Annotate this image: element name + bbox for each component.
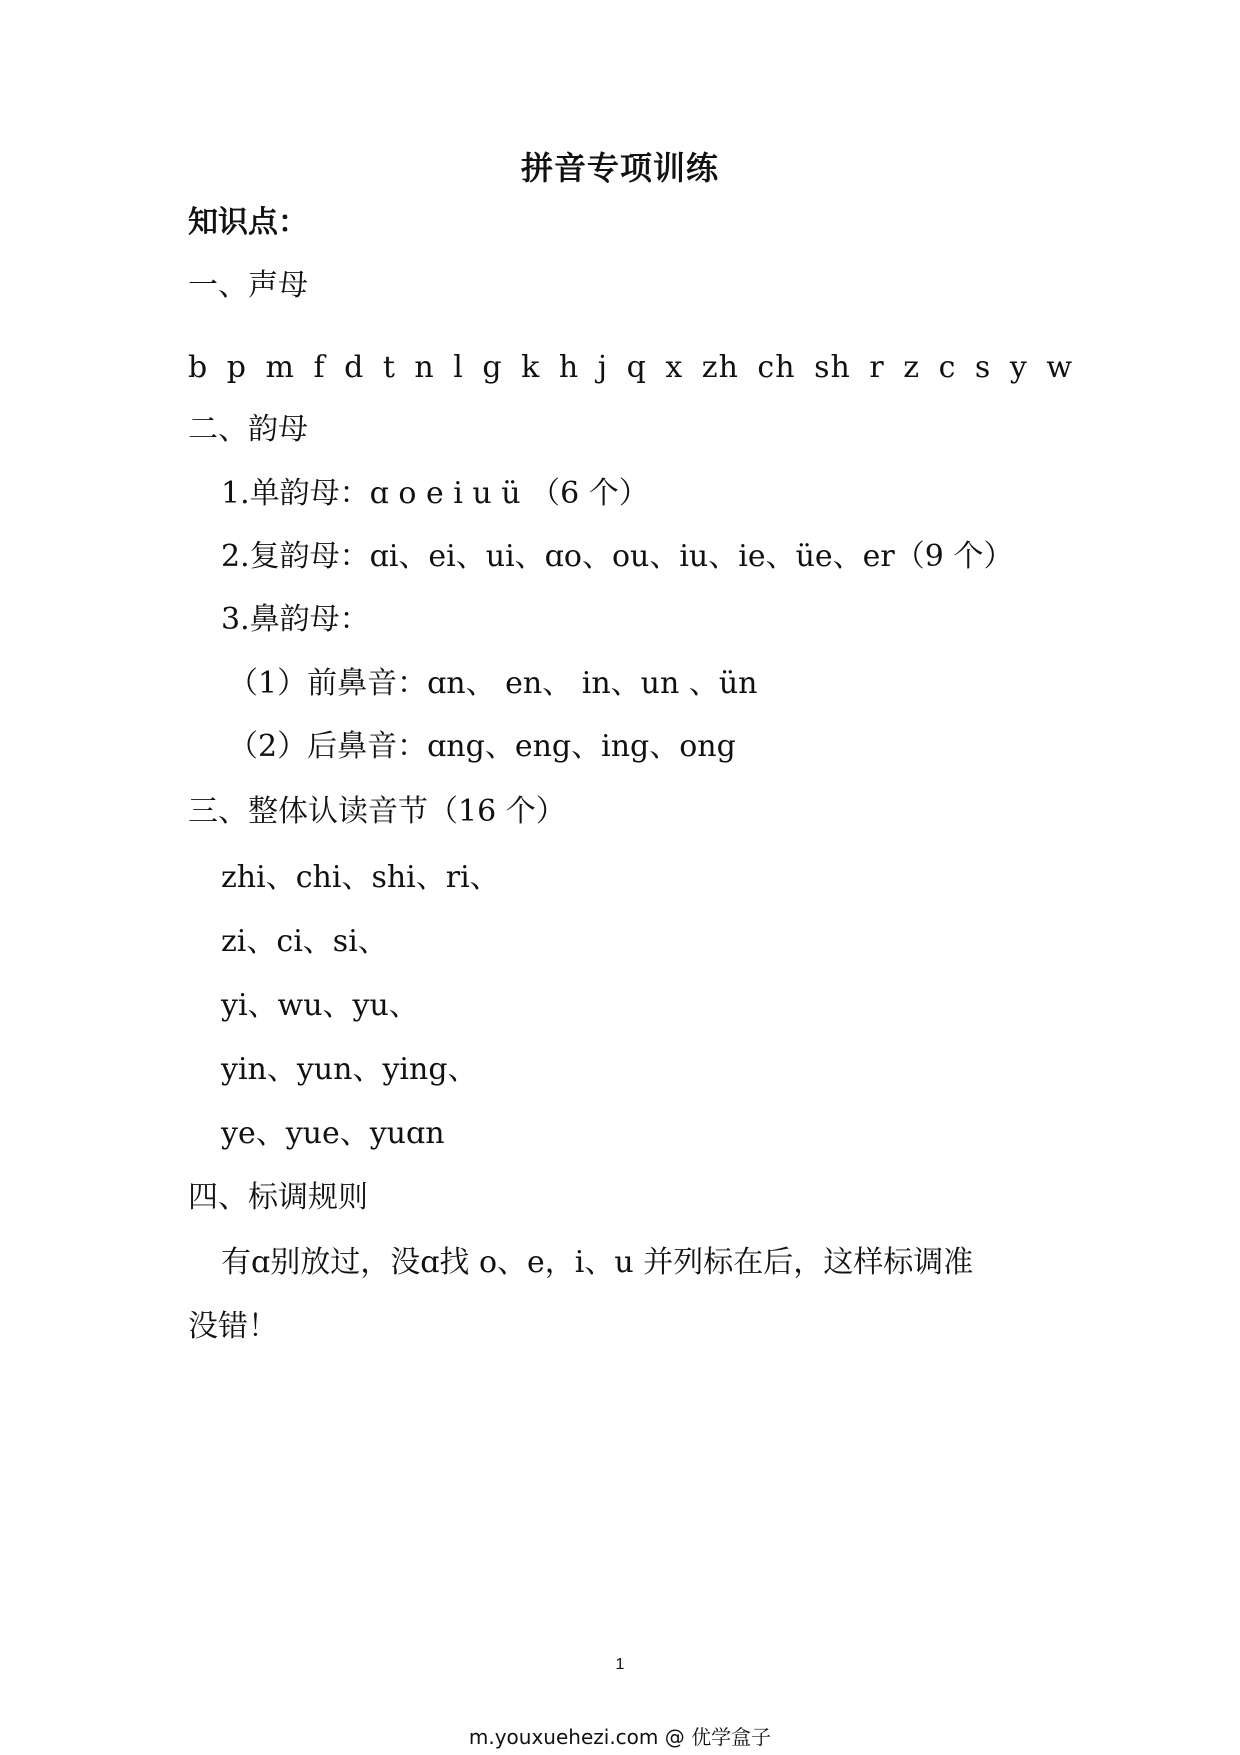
syllable-row-3: yi、wu、yu、 [221,988,419,1023]
footer-watermark: m.youxuehezi.com @ 优学盒子 [468,1725,772,1749]
simple-finals: 1.单韵母：ɑ o e i u ü （6 个） [221,476,649,511]
nasal-finals-heading: 3.鼻韵母： [221,602,370,637]
syllable-row-4: yin、yun、ying、 [221,1052,478,1087]
tone-rule-line-2: 没错！ [188,1309,278,1344]
back-nasal-finals: （2）后鼻音：ɑng、eng、ing、ong [228,729,736,764]
front-nasal-finals: （1）前鼻音：ɑn、 en、 in、un 、ün [228,666,758,701]
section-3-heading: 三、整体认读音节（16 个） [188,794,566,829]
section-2-heading: 二、韵母 [188,412,308,447]
consonants-list: b p m f d t n l g k h j q x zh ch sh r z c s y w [188,350,1073,385]
section-4-heading: 四、标调规则 [188,1180,368,1215]
page-title: 拼音专项训练 [520,149,719,187]
knowledge-heading: 知识点： [188,205,308,240]
tone-rule-line-1: 有ɑ别放过，没ɑ找 o、e，i、u 并列标在后，这样标调准 [221,1245,974,1280]
compound-finals: 2.复韵母：ɑi、ei、ui、ɑo、ou、iu、ie、üe、er（9 个） [221,539,1014,574]
syllable-row-1: zhi、chi、shi、ri、 [221,860,500,895]
page-number: 1 [615,1656,625,1673]
syllable-row-5: ye、yue、yuɑn [221,1116,445,1151]
syllable-row-2: zi、ci、si、 [221,924,388,959]
section-1-heading: 一、声母 [188,268,308,303]
